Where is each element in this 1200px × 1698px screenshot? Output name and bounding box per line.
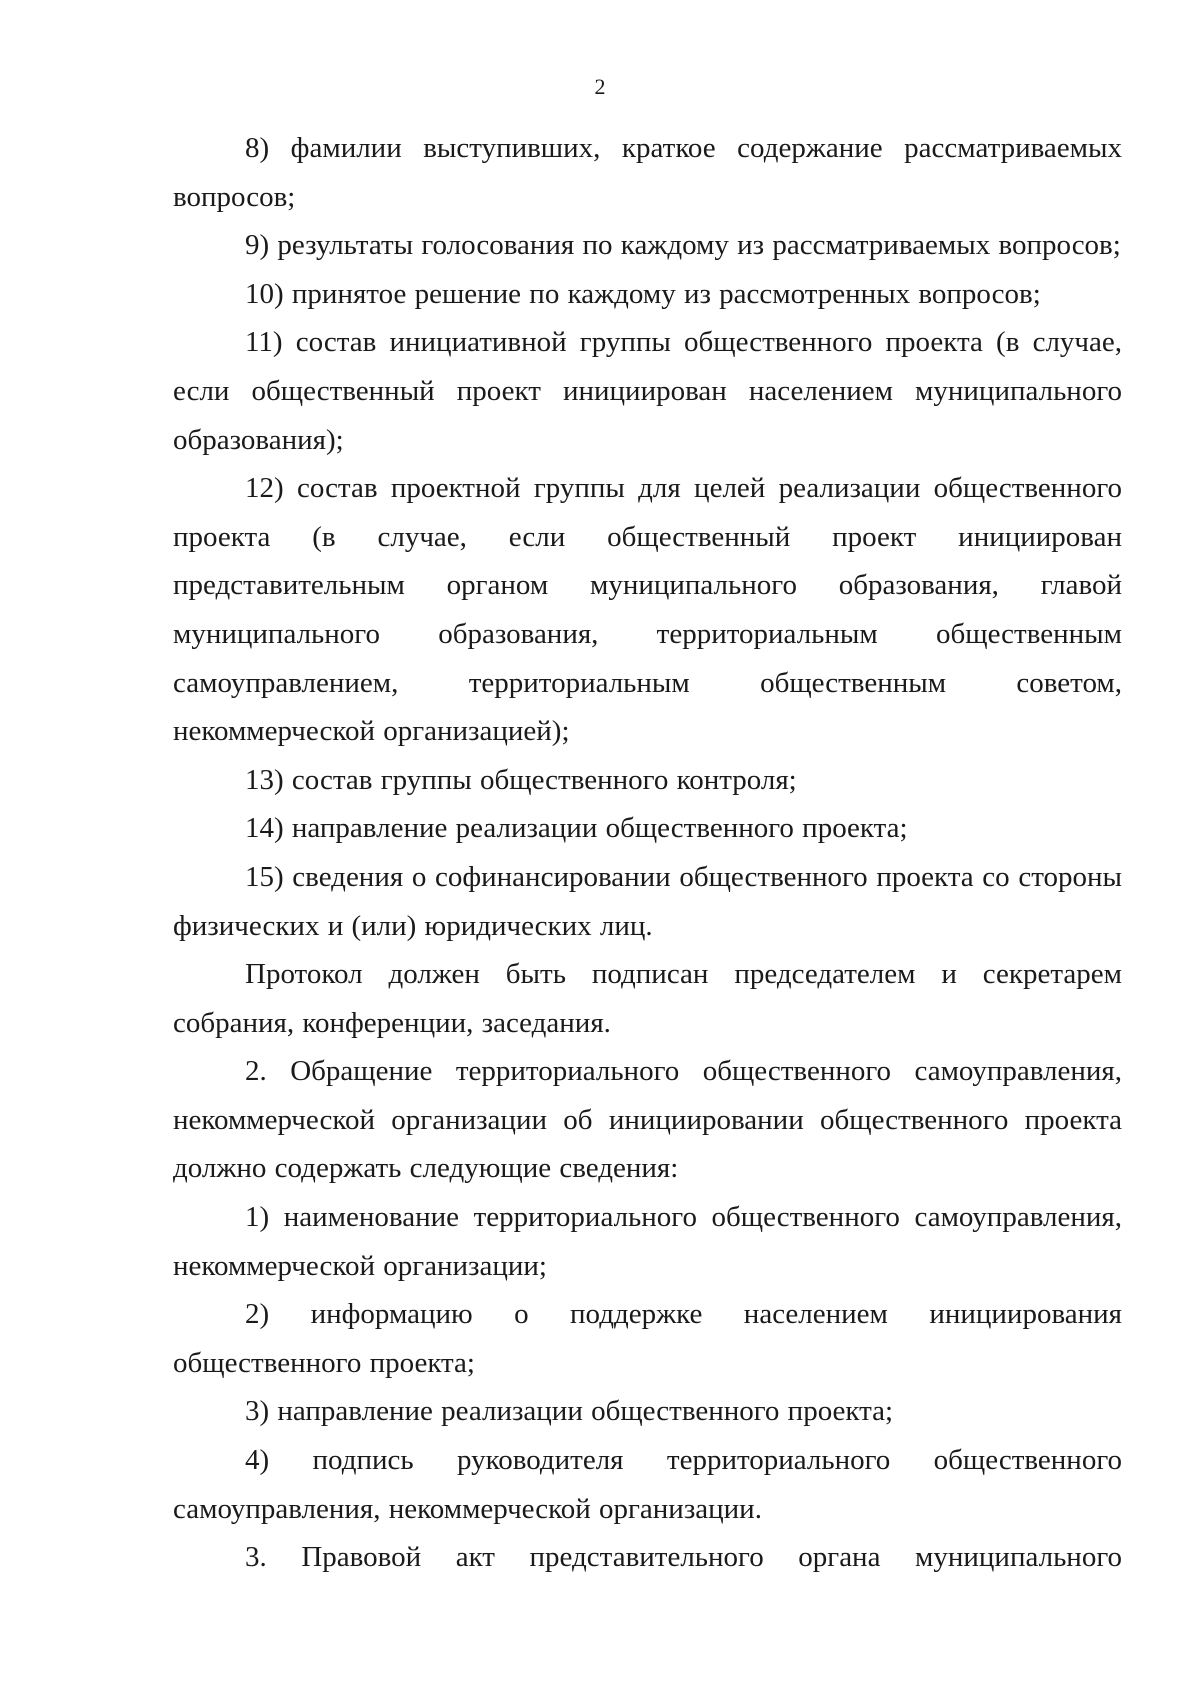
paragraph-item-15: 15) сведения о софинансировании общественного проекта со стороны физических и (или) юридических лиц. bbox=[173, 860, 1122, 942]
paragraph-section-2: 2. Обращение территориального общественного самоуправления, некоммерческой организации об инициировании общественного проекта должно содержать следующие сведения: bbox=[173, 1055, 1122, 1185]
paragraph-subitem-1: 1) наименование территориального общественного самоуправления, некоммерческой организации; bbox=[173, 1201, 1122, 1282]
paragraph-item-12: 12) состав проектной группы для целей реализации общественного проекта (в случае, если общественный проект инициирован представительным органом муниципального образования, главой муниципального образования, территориальным общественным самоуправлением, территориальным общественным советом, некоммерческой организацией); bbox=[173, 472, 1122, 748]
paragraph-subitem-2: 2) информацию о поддержке населением инициирования общественного проекта; bbox=[173, 1298, 1122, 1379]
paragraph-item-14: 14) направление реализации общественного проекта; bbox=[245, 812, 908, 845]
paragraph-protocol-signature: Протокол должен быть подписан председателем и секретарем собрания, конференции, заседания. bbox=[173, 958, 1122, 1039]
paragraph-section-3: 3. Правовой акт представительного органа муниципального bbox=[245, 1541, 1122, 1574]
paragraph-item-9: 9) результаты голосования по каждому из рассматриваемых вопросов; bbox=[245, 229, 1121, 262]
paragraph-item-10: 10) принятое решение по каждому из рассмотренных вопросов; bbox=[245, 277, 1041, 310]
document-body bbox=[173, 124, 1122, 1582]
page-number: 2 bbox=[594, 74, 606, 99]
paragraph-subitem-4: 4) подпись руководителя территориального общественного самоуправления, некоммерческой организации. bbox=[173, 1444, 1122, 1525]
paragraph-item-8: 8) фамилии выступивших, краткое содержание рассматриваемых вопросов; bbox=[173, 132, 1122, 213]
paragraph-subitem-3: 3) направление реализации общественного проекта; bbox=[245, 1395, 894, 1428]
paragraph-item-13: 13) состав группы общественного контроля; bbox=[245, 763, 797, 796]
paragraph-item-11: 11) состав инициативной группы общественного проекта (в случае, если общественный проект инициирован населением муниципального образования); bbox=[173, 326, 1122, 456]
